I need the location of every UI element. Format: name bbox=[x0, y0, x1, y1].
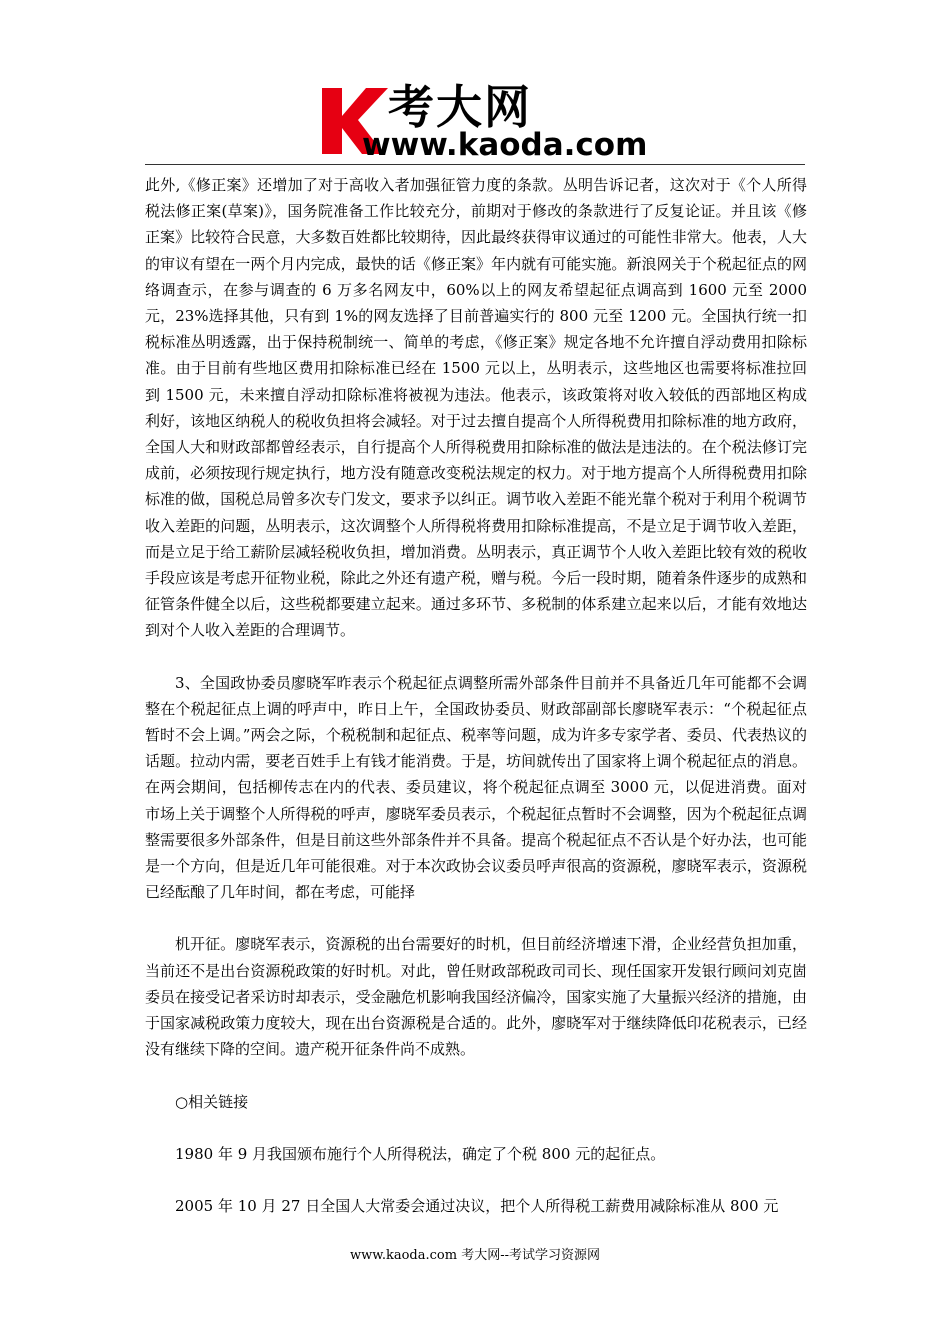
paragraph-2: 3、全国政协委员廖晓军昨表示个税起征点调整所需外部条件目前并不具备近几年可能都不会调整在个税起征点上调的呼声中，昨日上午，全国政协委员、财政部副部长廖晓军表示：“个税起征点暂时不会上调。”两会之际，个税税制和起征点、税率等问题，成为许多专家学者、委员、代表热议的话题。拉动内需，要老百姓手上有钱才能消费。于是，坊间就传出了国家将上调个税起征点的消息。在两会期间，包括柳传志在内的代表、委员建议，将个税起征点调至 3000 元，以促进消费。面对市场上关于调整个人所得税的呼声，廖晓军委员表示，个税起征点暂时不会调整，因为个税起征点调整需要很多外部条件，但是目前这些外部条件并不具备。提高个税起征点不否认是个好办法，也可能是一个方向，但是近几年可能很难。对于本次政协会议委员呼声很高的资源税，廖晓军表示，资源税已经酝酿了几年时间，都在考虑，可能择 bbox=[145, 673, 807, 902]
logo-chinese-name: 考大网 bbox=[388, 80, 532, 134]
paragraph-1: 此外,《修正案》还增加了对于高收入者加强征管力度的条款。丛明告诉记者，这次对于《个人所得税法修正案(草案)》，国务院准备工作比较充分，前期对于修改的条款进行了反复论证。并且该《修正案》比较符合民意，大多数百姓都比较期待，因此最终获得审议通过的可能性非常大。他表，人大的审议有望在一两个月内完成，最快的话《修正案》年内就有可能实施。新浪网关于个税起征点的网络调查示，在参与调查的 6 万多名网友中，60%以上的网友希望起征点调高到 1600 元至 2000 元，23%选择其他，只有到 1%的网友选择了目前普遍实行的 800 元至 1200 元。全国执行统一扣税标准丛明透露，出于保持税制统一、简单的考虑，《修正案》规定各地不允许擅自浮动费用扣除标准。由于目前有些地区费用扣除标准已经在 1500 元以上，丛明表示，这些地区也需要将标准拉回到 1500 元，未来擅自浮动扣除标准将被视为违法。他表示，该政策将对收入较低的西部地区构成利好，该地区纳税人的税收负担将会减轻。对于过去擅自提高个人所得税费用扣除标准的地方政府，全国人大和财政部都曾经表示，自行提高个人所得税费用扣除标准的做法是违法的。在个税法修订完成前，必须按现行规定执行，地方没有随意改变税法规定的权力。对于地方提高个人所得税费用扣除标准的做，国税总局曾多次专门发文，要求予以纠正。调节收入差距不能光靠个税对于利用个税调节收入差距的问题，丛明表示，这次调整个人所得税将费用扣除标准提高，不是立足于调节收入差距，而是立足于给工薪阶层减轻税收负担，增加消费。丛明表示，真正调节个人收入差距比较有效的税收手段应该是考虑开征物业税，除此之外还有遗产税，赠与税。今后一段时期，随着条件逐步的成熟和征管条件健全以后，这些税都要建立起来。通过多环节、多税制的体系建立起来以后，才能有效地达到对个人收入差距的合理调节。 bbox=[145, 176, 807, 640]
related-links-heading: ○相关链接 bbox=[175, 1092, 249, 1111]
paragraph-3: 机开征。廖晓军表示，资源税的出台需要好的时机，但目前经济增速下滑，企业经营负担加重，当前还不是出台资源税政策的好时机。对此，曾任财政部税政司司长、现任国家开发银行顾问刘克崮委员在接受记者采访时却表示，受金融危机影响我国经济偏冷，国家实施了大量振兴经济的措施，由于国家减税政策力度较大，现在出台资源税是合适的。此外，廖晓军对于继续降低印花税表示，已经没有继续下降的空间。遗产税开征条件尚不成熟。 bbox=[145, 935, 807, 1059]
header-divider bbox=[145, 164, 805, 165]
paragraph-5: 1980 年 9 月我国颁布施行个人所得税法，确定了个税 800 元的起征点。 bbox=[175, 1144, 666, 1163]
page-footer: www.kaoda.com 考大网--考试学习资源网 bbox=[350, 1248, 600, 1263]
paragraph-6: 2005 年 10 月 27 日全国人大常委会通过决议，把个人所得税工薪费用减除标准从 800 元 bbox=[175, 1196, 779, 1215]
site-header bbox=[0, 60, 950, 163]
logo-url: www.kaoda.com bbox=[362, 127, 648, 163]
article-body bbox=[145, 172, 807, 1219]
